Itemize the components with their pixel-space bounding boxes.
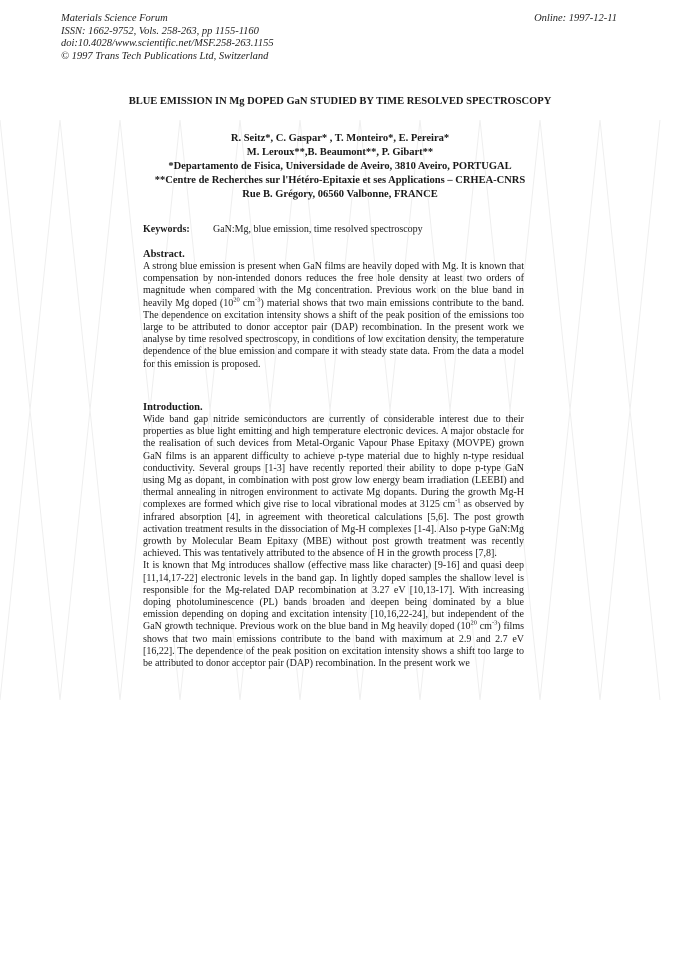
doi-link[interactable]: doi:10.4028/www.scientific.net/MSF.258-263.1155 <box>61 38 274 49</box>
journal-name: Materials Science Forum <box>61 13 168 24</box>
online-date: Online: 1997-12-11 <box>534 13 617 24</box>
paper-title: BLUE EMISSION IN Mg DOPED GaN STUDIED BY TIME RESOLVED SPECTROSCOPY <box>128 96 552 107</box>
abstract-text: A strong blue emission is present when GaN films are heavily doped with Mg. It is known that compensation by non-intended donors reduces the free hole density at least two orders of magnitude when compared with the Mg concentration. Previous work on the blue band in heavily Mg doped ($10^{20}$ $cm^{-3}$) material shows that two main emissions contribute to the band. The dependence on excitation intensity shows a shift of the peak position of the emissions too large to be attributed to donor acceptor pair (DAP) recombination. In the present work we analyse by time resolved spectroscopy, in conditions of low excitation density, the temperature dependence of the blue emission and compare it with steady state data. From the data a model for this emission is proposed. <box>143 261 525 370</box>
introduction-paragraph-2: It is known that Mg introduces shallow (effective mass like character) [9-16] and quasi deep [11,14,17-22] electronic levels in the band gap. In lightly doped samples the shallow level is responsible for the Mg-related DAP recombination at 3.27 eV [10,13-17]. With increasing doping photoluminescence (PL) bands broaden and deepen being dominated by a blue emission depending on doping and excitation intensity [10,16,22-24], but independent of the GaN growth technique. Previous work on the blue band in Mg heavily doped ($10^{20}$ $cm^{-3}$) films shows that two main emissions contribute to the band with maximum at 2.9 and 2.7 eV [16,22]. The dependence of the peak position on excitation intensity shows a shift too large to be attributed to donor acceptor pair (DAP) recombination. In the present work we <box>143 560 525 670</box>
introduction-section <box>143 402 524 670</box>
abstract-section <box>143 249 524 371</box>
keywords-line <box>143 224 543 236</box>
authors-line-2: M. Leroux**,B. Beaumont**, P. Gibart** <box>246 147 434 158</box>
affiliation-2: **Centre de Recherches sur l'Hétéro-Epitaxie et ses Applications – CRHEA-CNRS <box>154 175 526 186</box>
keywords-value: GaN:Mg, blue emission, time resolved spectroscopy <box>213 224 423 235</box>
affiliation-3: Rue B. Grégory, 06560 Valbonne, FRANCE <box>242 189 438 200</box>
authors-line-1: R. Seitz*, C. Gaspar* , T. Monteiro*, E. Pereira* <box>230 133 450 144</box>
issn-line: ISSN: 1662-9752, Vols. 258-263, pp 1155-1160 <box>61 25 259 37</box>
keywords-label: Keywords: <box>143 224 190 235</box>
introduction-heading: Introduction. <box>143 402 203 413</box>
introduction-paragraph-1: Wide band gap nitride semiconductors are currently of considerable interest due to their properties as blue light emitting and high temperature electronic devices. A major obstacle for the realisation of such devices from Metal-Organic Vapour Phase Epitaxy (MOVPE) grown GaN films is an apparent difficulty to achieve p-type material due to highly n-type residual conductivity. Several groups [1-3] have recently reported their ability to dope p-type GaN using Mg as dopant, in combination with post grow low energy beam irradiation (LEEBI) and thermal annealing in nitrogen environment to activate Mg dopants. During the growth Mg-H complexes are formed which give rise to local vibrational modes at 3125 $cm^{-1}$ as observed by infrared absorption [4], in agreement with theoretical calculations [5,6]. The post growth activation treatment results in the dissociation of Mg-H complexes [1-4]. Also p-type GaN:Mg growth by Molecular Beam Epitaxy (MBE) without post growth treatment was recently achieved. This was tentatively attributed to the absence of H in the growth process [7,8]. <box>143 414 525 560</box>
author-block <box>120 132 560 202</box>
copyright-line: © 1997 Trans Tech Publications Ltd, Switzerland <box>61 50 269 62</box>
affiliation-1: *Departamento de Fisica, Universidade de Aveiro, 3810 Aveiro, PORTUGAL <box>168 161 512 172</box>
page-header <box>61 13 617 63</box>
abstract-heading: Abstract. <box>143 249 185 260</box>
